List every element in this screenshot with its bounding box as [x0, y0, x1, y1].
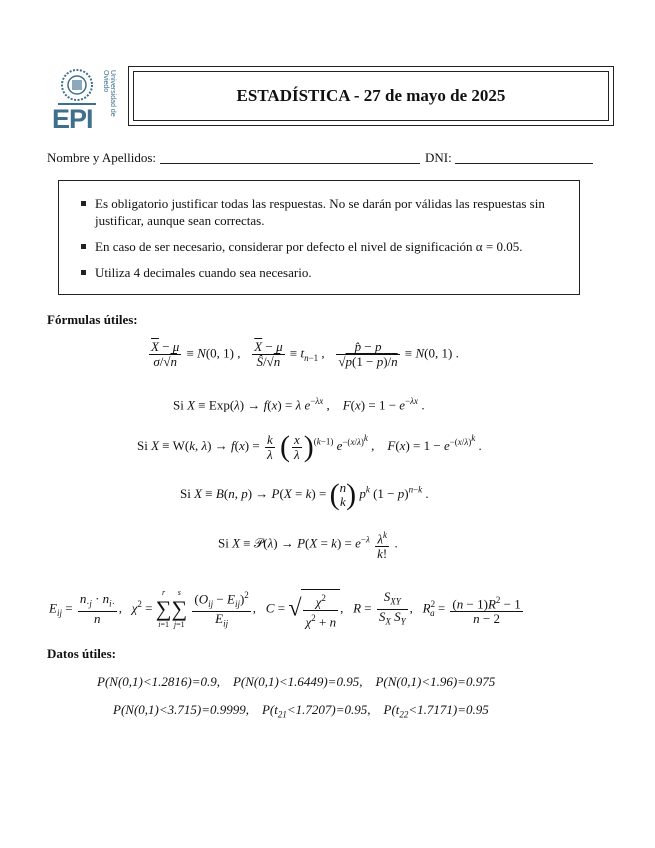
instruction-item: En caso de ser necesario, considerar por defecto el nivel de significación α = 0.05. — [81, 238, 575, 255]
dni-label: DNI: — [425, 150, 452, 165]
title-box — [128, 66, 614, 126]
formulas-heading: Fórmulas útiles: — [47, 312, 138, 327]
data-value: P(N(0,1)<1.2816)=0.9, — [97, 674, 220, 689]
data-value: P(N(0,1)<3.715)=0.9999, — [113, 702, 249, 717]
formula-binomial: Si X ≡ B(n, p) → P(X = k) = ( n k ) $p^k$ $(1 - p)^{n-k}$ . — [180, 478, 429, 511]
useful-data-row-1 — [97, 674, 495, 690]
data-value: P(t — [383, 702, 400, 717]
useful-data-row-2: P(N(0,1)<3.715)=0.9999, $P(t_{21}<1.7207)=0.95$, $P(t_{22}<1.7171)=0.95$ — [113, 702, 489, 720]
formula-standardization: $\frac{\overline{X} - \mu}{\sigma/√n}$ ≡ N(0, 1) , $\frac{\overline{X} - \mu}{Ŝ/√n}$ ≡ $t_{n-1}$ , $\frac{p̂ - p}{√p(1 - p)/n}$ ≡ N(0, 1) . — [151, 339, 459, 369]
data-heading: Datos útiles: — [47, 646, 116, 661]
name-label: Nombre y Apellidos: — [47, 150, 157, 165]
university-logo — [52, 68, 122, 136]
data-value: P(N(0,1)<1.6449)=0.95, — [232, 674, 363, 689]
instructions-box — [58, 180, 580, 295]
title-inner-frame — [133, 71, 609, 121]
formula-poisson: Si X ≡ 𝒫(λ) → $P(X = k) = e^{-\lambda}$ $\frac{\lambda^k}{k!}$ . — [218, 530, 398, 562]
name-field[interactable] — [160, 163, 420, 164]
data-value: P(t — [261, 702, 278, 717]
dni-field[interactable] — [455, 163, 593, 164]
data-value: P(N(0,1)<1.96)=0.975 — [375, 674, 496, 689]
formula-weibull: Si X ≡ W(k, λ) → f(x) = $\frac{k}{\lambda}$ ( $\frac{x}{\lambda}$ )$^{(k-1)}$ $e^{-(x/\lambda)^k}$ , $F(x) = 1 - e^{-(x/\lambda)^k}$ . — [137, 430, 482, 463]
logo-vertical-text: Universidad de Oviedo — [102, 70, 116, 117]
exam-title: ESTADÍSTICA - 27 de mayo de 2025 — [236, 86, 506, 105]
instruction-item: Es obligatorio justificar todas las respuestas. No se darán por válidas las respuestas sin justificar, aunque sean correctas. — [81, 195, 575, 229]
instruction-item: Utiliza 4 decimales cuando sea necesario. — [81, 264, 575, 281]
formula-exponential: Si X ≡ Exp(λ) → f(x) = λ $e^{-\lambda x}$ , $F(x) = 1 - e^{-\lambda x}$ . — [173, 396, 425, 413]
university-seal-icon — [54, 68, 100, 106]
formula-contingency: $E_{ij}$ = $\frac{n_{\cdot j} \cdot n_{i\cdot}}{n}$ , $\chi^2 = r$ ∑ i=1s ∑ j=1 $\frac{(O_{ij} - E_{ij})^2}{E_{ij}}$ , C = √ $\frac{\chi^2}{\chi^2 + n}$ , R = $\frac{S_{XY}}{S_X S_Y}$ , $R^2_a$ = $\frac{(n - 1)R^2 - 1}{n - 2}$ — [49, 588, 521, 630]
logo-text: EPI — [52, 104, 93, 134]
instructions-list — [81, 195, 575, 290]
